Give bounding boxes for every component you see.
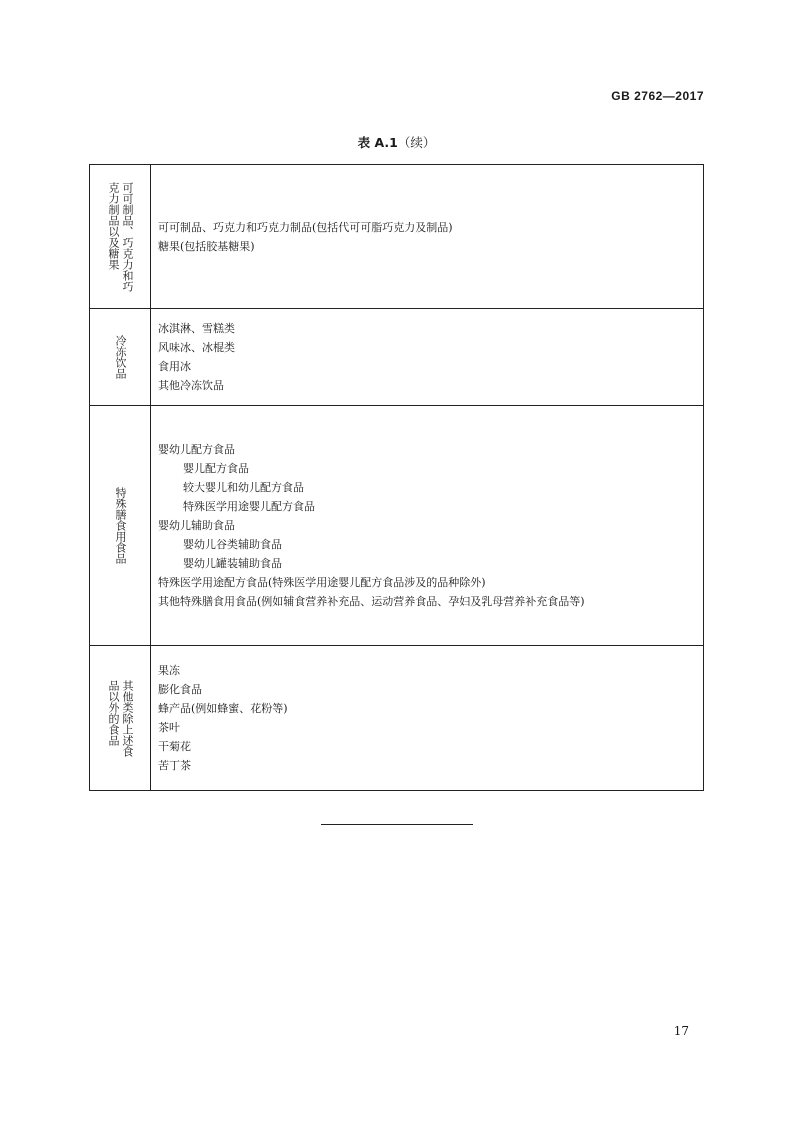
list-item: 果冻 (158, 664, 180, 677)
list-item: 婴幼儿配方食品 (158, 443, 235, 456)
category-label (113, 335, 127, 379)
category-label (106, 680, 134, 757)
list-item: 婴幼儿辅助食品 (158, 519, 235, 532)
category-label-column: 特殊膳食用食品 (114, 487, 127, 564)
category-wrapper (90, 335, 150, 379)
table-row (90, 646, 704, 791)
list-item: 婴幼儿谷类辅助食品 (183, 538, 282, 551)
items-cell (151, 406, 704, 646)
items-cell (151, 165, 704, 309)
list-item: 茶叶 (158, 721, 180, 734)
list-item: 苦丁茶 (158, 759, 191, 772)
table-row (90, 165, 704, 309)
table-title (0, 133, 793, 151)
list-item: 糖果(包括胶基糖果) (158, 239, 255, 253)
category-wrapper (90, 182, 150, 292)
category-wrapper (90, 487, 150, 564)
category-label-column: 冷冻饮品 (114, 335, 127, 379)
list-item: 较大婴儿和幼儿配方食品 (183, 481, 304, 494)
list-item: 其他冷冻饮品 (158, 379, 224, 392)
table-row (90, 406, 704, 646)
category-wrapper (90, 680, 150, 757)
list-item: 膨化食品 (158, 683, 202, 696)
table-title-suffix: （续） (397, 135, 436, 150)
list-item: 特殊医学用途配方食品(特殊医学用途婴儿配方食品涉及的品种除外) (158, 576, 486, 589)
category-label-column: 品以外的食品 (107, 679, 120, 746)
list-item: 可可制品、巧克力和巧克力制品(包括代可可脂巧克力及制品) (158, 220, 453, 234)
standard-code: GB 2762—2017 (611, 89, 704, 103)
food-category-table (89, 164, 704, 791)
category-cell (90, 165, 151, 309)
list-item: 其他特殊膳食用食品(例如辅食营养补充品、运动营养食品、孕妇及乳母营养补充食品等) (158, 595, 585, 608)
category-label (106, 182, 134, 292)
category-label (113, 487, 127, 564)
list-item: 冰淇淋、雪糕类 (158, 322, 235, 335)
category-cell (90, 309, 151, 406)
category-label-column: 其他类除上述食 (121, 679, 134, 757)
list-item: 食用冰 (158, 360, 191, 373)
page-number: 17 (673, 1024, 689, 1038)
list-item: 婴幼儿罐装辅助食品 (183, 557, 282, 570)
items-cell (151, 309, 704, 406)
end-of-table-rule (321, 824, 473, 825)
list-item: 婴儿配方食品 (183, 462, 249, 475)
table-row (90, 309, 704, 406)
list-item: 蜂产品(例如蜂蜜、花粉等) (158, 702, 288, 715)
category-label-column: 可可制品、巧克力和巧 (121, 181, 134, 292)
list-item: 干菊花 (158, 740, 191, 753)
list-item: 风味冰、冰棍类 (158, 341, 235, 354)
category-label-column: 克力制品以及糖果 (107, 181, 120, 270)
items-cell (151, 646, 704, 791)
category-cell (90, 646, 151, 791)
list-item: 特殊医学用途婴儿配方食品 (183, 500, 315, 513)
category-cell (90, 406, 151, 646)
table-title-label: 表 A.1 (357, 135, 398, 150)
